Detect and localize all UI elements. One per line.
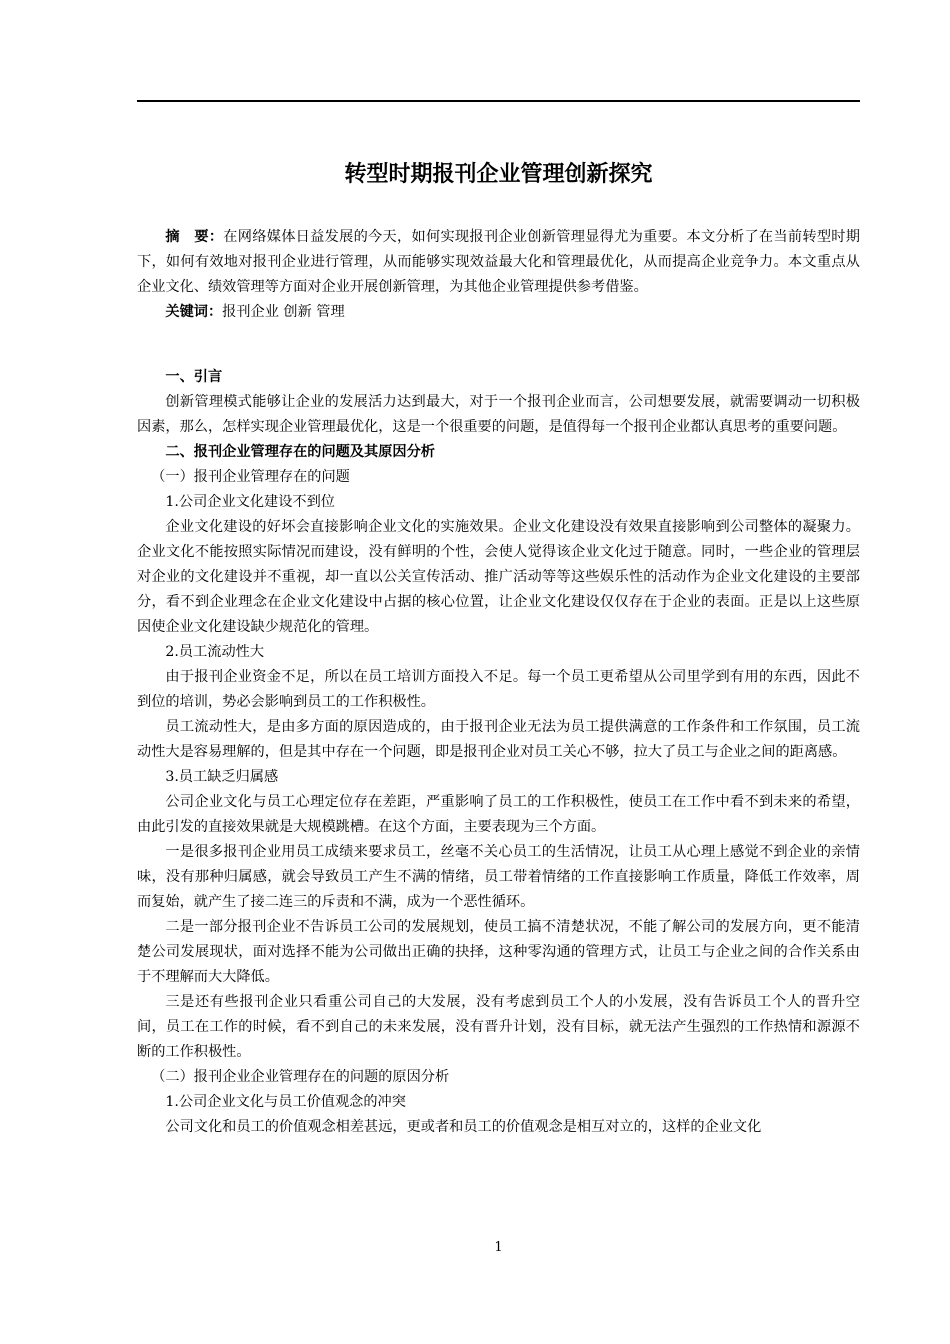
- page-number: 1: [494, 1240, 503, 1255]
- paragraph: 创新管理模式能够让企业的发展活力达到最大，对于一个报刊企业而言，公司想要发展，就需要调动一切积极因素，那么，怎样实现企业管理最优化，这是一个很重要的问题，是值得每一个报刊企业都认真思考的重要问题。: [137, 394, 860, 435]
- abstract-text: 在网络媒体日益发展的今天，如何实现报刊企业创新管理显得尤为重要。本文分析了在当前转型时期下，如何有效地对报刊企业进行管理，从而能够实现效益最大化和管理最优化，从而提高企业竞争力。本文重点从企业文化、绩效管理等方面对企业开展创新管理，为其他企业管理提供参考借鉴。: [137, 229, 860, 295]
- subsection-heading: （二）报刊企业企业管理存在的问题的原因分析: [151, 1069, 450, 1085]
- paragraph: 公司企业文化与员工心理定位存在差距，严重影响了员工的工作积极性，使员工在工作中看不到未来的希望，由此引发的直接效果就是大规模跳槽。在这个方面，主要表现为三个方面。: [137, 794, 860, 835]
- paragraph: 由于报刊企业资金不足，所以在员工培训方面投入不足。每一个员工更希望从公司里学到有用的东西，因此不到位的培训，势必会影响到员工的工作积极性。: [137, 669, 860, 710]
- section-gap: [137, 325, 860, 365]
- section-heading-problems: 二、报刊企业管理存在的问题及其原因分析: [165, 444, 435, 460]
- item-heading: 2.员工流动性大: [165, 644, 265, 660]
- keywords-label: 关键词：: [165, 304, 223, 320]
- section-heading-intro: 一、引言: [165, 369, 223, 385]
- keywords: [137, 300, 860, 325]
- abstract-label: 摘 要：: [165, 229, 224, 245]
- paragraph: 二是一部分报刊企业不告诉员工公司的发展规划，使员工搞不清楚状况，不能了解公司的发展方向，更不能清楚公司发展现状，面对选择不能为公司做出正确的抉择，这种零沟通的管理方式，让员工与企业之间的合作关系由于不理解而大大降低。: [137, 919, 860, 985]
- item-heading: 1.公司企业文化建设不到位: [165, 494, 335, 510]
- paragraph: 三是还有些报刊企业只看重公司自己的大发展，没有考虑到员工个人的小发展，没有告诉员工个人的晋升空间，员工在工作的时候，看不到自己的未来发展，没有晋升计划，没有目标，就无法产生强烈的工作热情和源源不断的工作积极性。: [137, 994, 860, 1060]
- subsection-heading: （一）报刊企业管理存在的问题: [151, 469, 350, 485]
- item-heading: 3.员工缺乏归属感: [165, 769, 279, 785]
- paper-title: 转型时期报刊企业管理创新探究: [344, 162, 653, 187]
- paragraph: 公司文化和员工的价值观念相差甚远，更或者和员工的价值观念是相互对立的，这样的企业文化: [165, 1119, 762, 1135]
- item-heading: 1.公司企业文化与员工价值观念的冲突: [165, 1094, 406, 1110]
- paragraph: 员工流动性大，是由多方面的原因造成的，由于报刊企业无法为员工提供满意的工作条件和工作氛围，员工流动性大是容易理解的，但是其中存在一个问题，即是报刊企业对员工关心不够，拉大了员工与企业之间的距离感。: [137, 719, 860, 760]
- paragraph: 企业文化建设的好坏会直接影响企业文化的实施效果。企业文化建设没有效果直接影响到公司整体的凝聚力。企业文化不能按照实际情况而建设，没有鲜明的个性，会使人觉得该企业文化过于随意。同时，一些企业的管理层对企业的文化建设并不重视，却一直以公关宣传活动、推广活动等等这些娱乐性的活动作为企业文化建设的主要部分，看不到企业理念在企业文化建设中占据的核心位置，让企业文化建设仅仅存在于企业的表面。正是以上这些原因使企业文化建设缺少规范化的管理。: [137, 519, 860, 635]
- header-rule: [137, 100, 860, 102]
- abstract: [137, 225, 860, 300]
- paper-body: [137, 225, 860, 1140]
- keywords-text: 报刊企业 创新 管理: [222, 304, 345, 320]
- paragraph: 一是很多报刊企业用员工成绩来要求员工，丝毫不关心员工的生活情况，让员工从心理上感觉不到企业的亲情味，没有那种归属感，就会导致员工产生不满的情绪，员工带着情绪的工作直接影响工作质量，降低工作效率，周而复始，就产生了接二连三的斥责和不满，成为一个恶性循环。: [137, 844, 860, 910]
